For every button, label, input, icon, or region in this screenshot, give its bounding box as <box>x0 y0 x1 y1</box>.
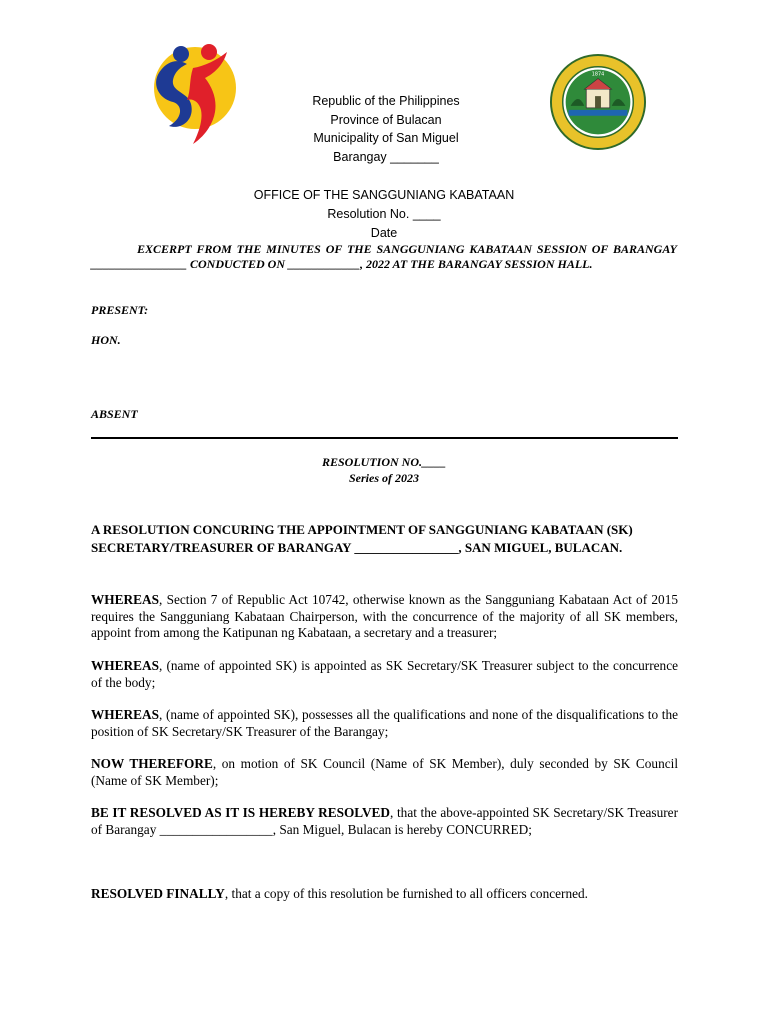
date-line: Date <box>370 226 398 240</box>
now-therefore-paragraph: NOW THEREFORE, on motion of SK Council (Name of SK Member), duly seconded by SK Council (Name of SK Member); <box>91 756 679 788</box>
resolution-number: RESOLUTION NO.____ <box>321 455 446 469</box>
header-municipality: Municipality of San Miguel <box>313 131 459 145</box>
header-barangay: Barangay _______ <box>333 149 439 164</box>
seal-year: 1874 <box>591 71 605 78</box>
resolution-headline: A RESOLUTION CONCURING THE APPOINTMENT OF SANGGUNIANG KABATAAN (SK) SECRETARY/TREASURER OF BARANGAY ________________, SAN MIGUEL, BULACAN. <box>91 522 633 555</box>
absent-label: ABSENT <box>91 407 138 421</box>
resolved-paragraph: BE IT RESOLVED AS IT IS HEREBY RESOLVED, that the above-appointed SK Secretary/SK Treasurer of Barangay _________________, San Miguel, Bulacan is hereby CONCURRED; <box>91 805 678 837</box>
whereas-paragraph-1: WHEREAS, Section 7 of Republic Act 10742, otherwise known as the Sangguniang Kabataan Act of 2015 requires the Sangguniang Kabataan Chairperson, with the concurrence of the majority of all SK members, appoint from among the Katipunan ng Kabataan, a secretary and a treasurer; <box>91 592 678 640</box>
divider-line <box>91 437 678 439</box>
header-province: Province of Bulacan <box>330 112 442 127</box>
whereas-paragraph-3: WHEREAS, (name of appointed SK), possesses all the qualifications and none of the disqualifications to the position of SK Secretary/SK Treasurer of the Barangay; <box>91 707 678 739</box>
excerpt-paragraph: EXCERPT FROM THE MINUTES OF THE SANGGUNIANG KABATAAN SESSION OF BARANGAY ________________ CONDUCTED ON ____________, 2022 AT THE BARANGAY SESSION HALL. <box>91 242 677 271</box>
hon-label: HON. <box>91 333 121 347</box>
municipal-seal <box>549 53 647 151</box>
sk-logo <box>143 40 239 150</box>
present-label: PRESENT: <box>91 303 149 317</box>
whereas-paragraph-2: WHEREAS, (name of appointed SK) is appointed as SK Secretary/SK Treasurer subject to the concurrence of the body; <box>91 658 678 690</box>
header-country: Republic of the Philippines <box>312 94 460 108</box>
resolution-number-line: Resolution No. ____ <box>327 207 441 221</box>
resolution-series: Series of 2023 <box>349 471 419 485</box>
office-title: OFFICE OF THE SANGGUNIANG KABATAAN <box>253 188 515 202</box>
resolved-finally-paragraph: RESOLVED FINALLY, that a copy of this resolution be furnished to all officers concerned. <box>91 886 588 901</box>
